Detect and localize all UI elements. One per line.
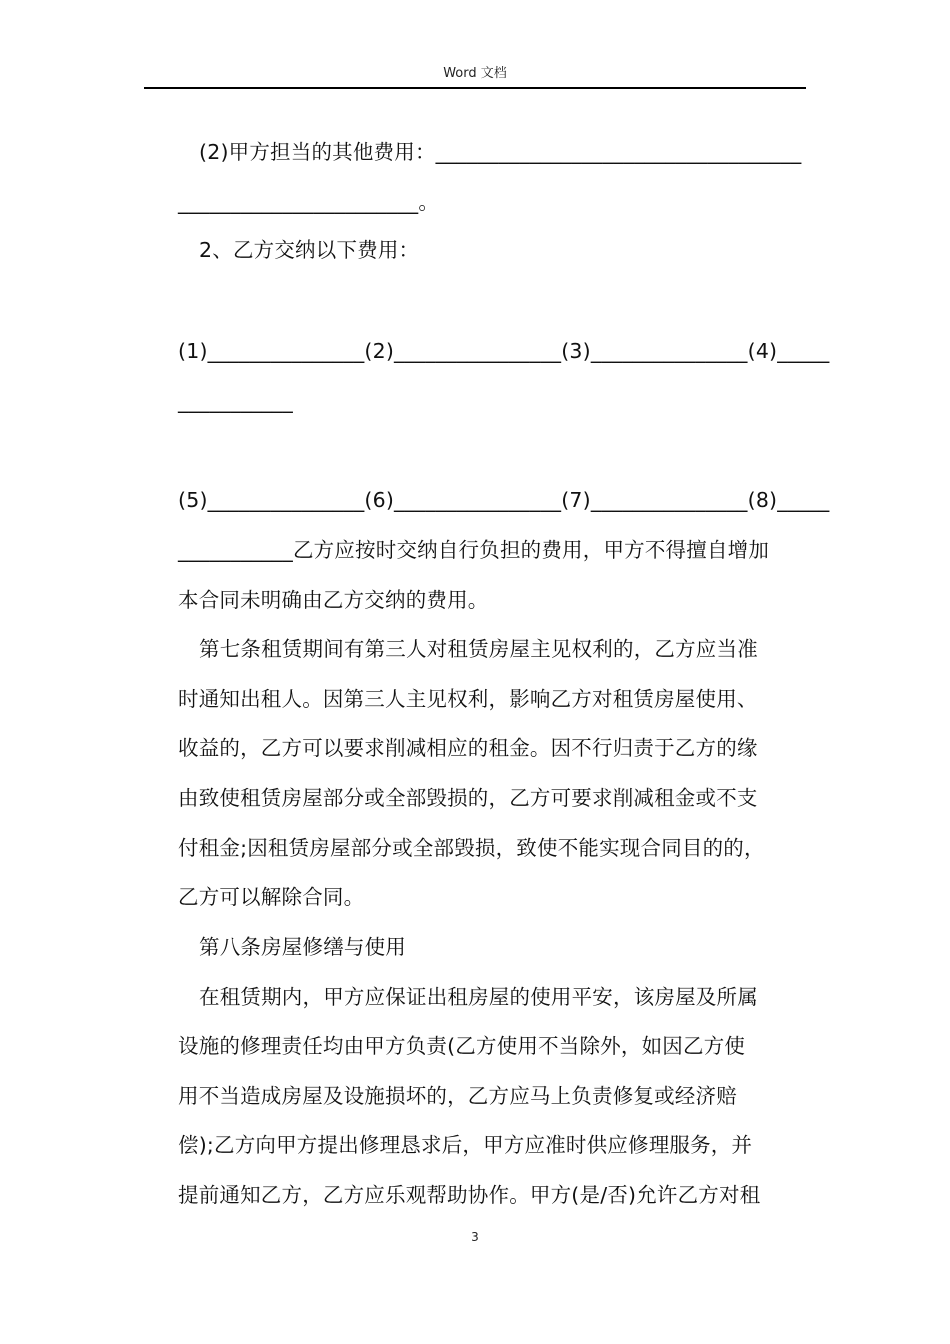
page-number: 3 [471, 1230, 479, 1244]
text-line: 设施的修理责任均由甲方负责(乙方使用不当除外，如因乙方使 [178, 1034, 746, 1058]
text-line: (2)甲方担当的其他费用：___________________________________ [199, 140, 802, 164]
text-line: 偿);乙方向甲方提出修理恳求后，甲方应准时供应修理服务，并 [178, 1133, 753, 1157]
text-line: 由致使租赁房屋部分或全部毁损的，乙方可要求削减租金或不支 [178, 786, 758, 810]
text-line: 在租赁期内，甲方应保证出租房屋的使用平安，该房屋及所属 [199, 985, 758, 1009]
text-line: (5)_______________(6)________________(7)_______________(8)_____ [178, 488, 830, 512]
text-line: 收益的，乙方可以要求削减相应的租金。因不行归责于乙方的缘 [178, 736, 758, 760]
text-line: 付租金;因租赁房屋部分或全部毁损，致使不能实现合同目的的， [178, 836, 765, 860]
text-line: 用不当造成房屋及设施损坏的，乙方应马上负责修复或经济赔 [178, 1084, 737, 1108]
text-line: 本合同未明确由乙方交纳的费用。 [178, 588, 489, 612]
text-line: _______________________。 [178, 190, 440, 214]
text-line: ___________乙方应按时交纳自行负担的费用，甲方不得擅自增加 [178, 538, 770, 562]
text-line: 时通知出租人。因第三人主见权利，影响乙方对租赁房屋使用、 [178, 687, 758, 711]
section-heading: 第八条房屋修缮与使用 [199, 935, 406, 959]
text-line: 2、乙方交纳以下费用： [199, 238, 420, 262]
text-line: ___________ [178, 389, 293, 413]
text-line: 第七条租赁期间有第三人对租赁房屋主见权利的，乙方应当准 [199, 637, 758, 661]
text-line: (1)_______________(2)________________(3)_______________(4)_____ [178, 339, 830, 363]
page-header: Word 文档 [443, 66, 507, 81]
text-line: 提前通知乙方，乙方应乐观帮助协作。甲方(是/否)允许乙方对租 [178, 1183, 761, 1207]
text-line: 乙方可以解除合同。 [178, 885, 365, 909]
